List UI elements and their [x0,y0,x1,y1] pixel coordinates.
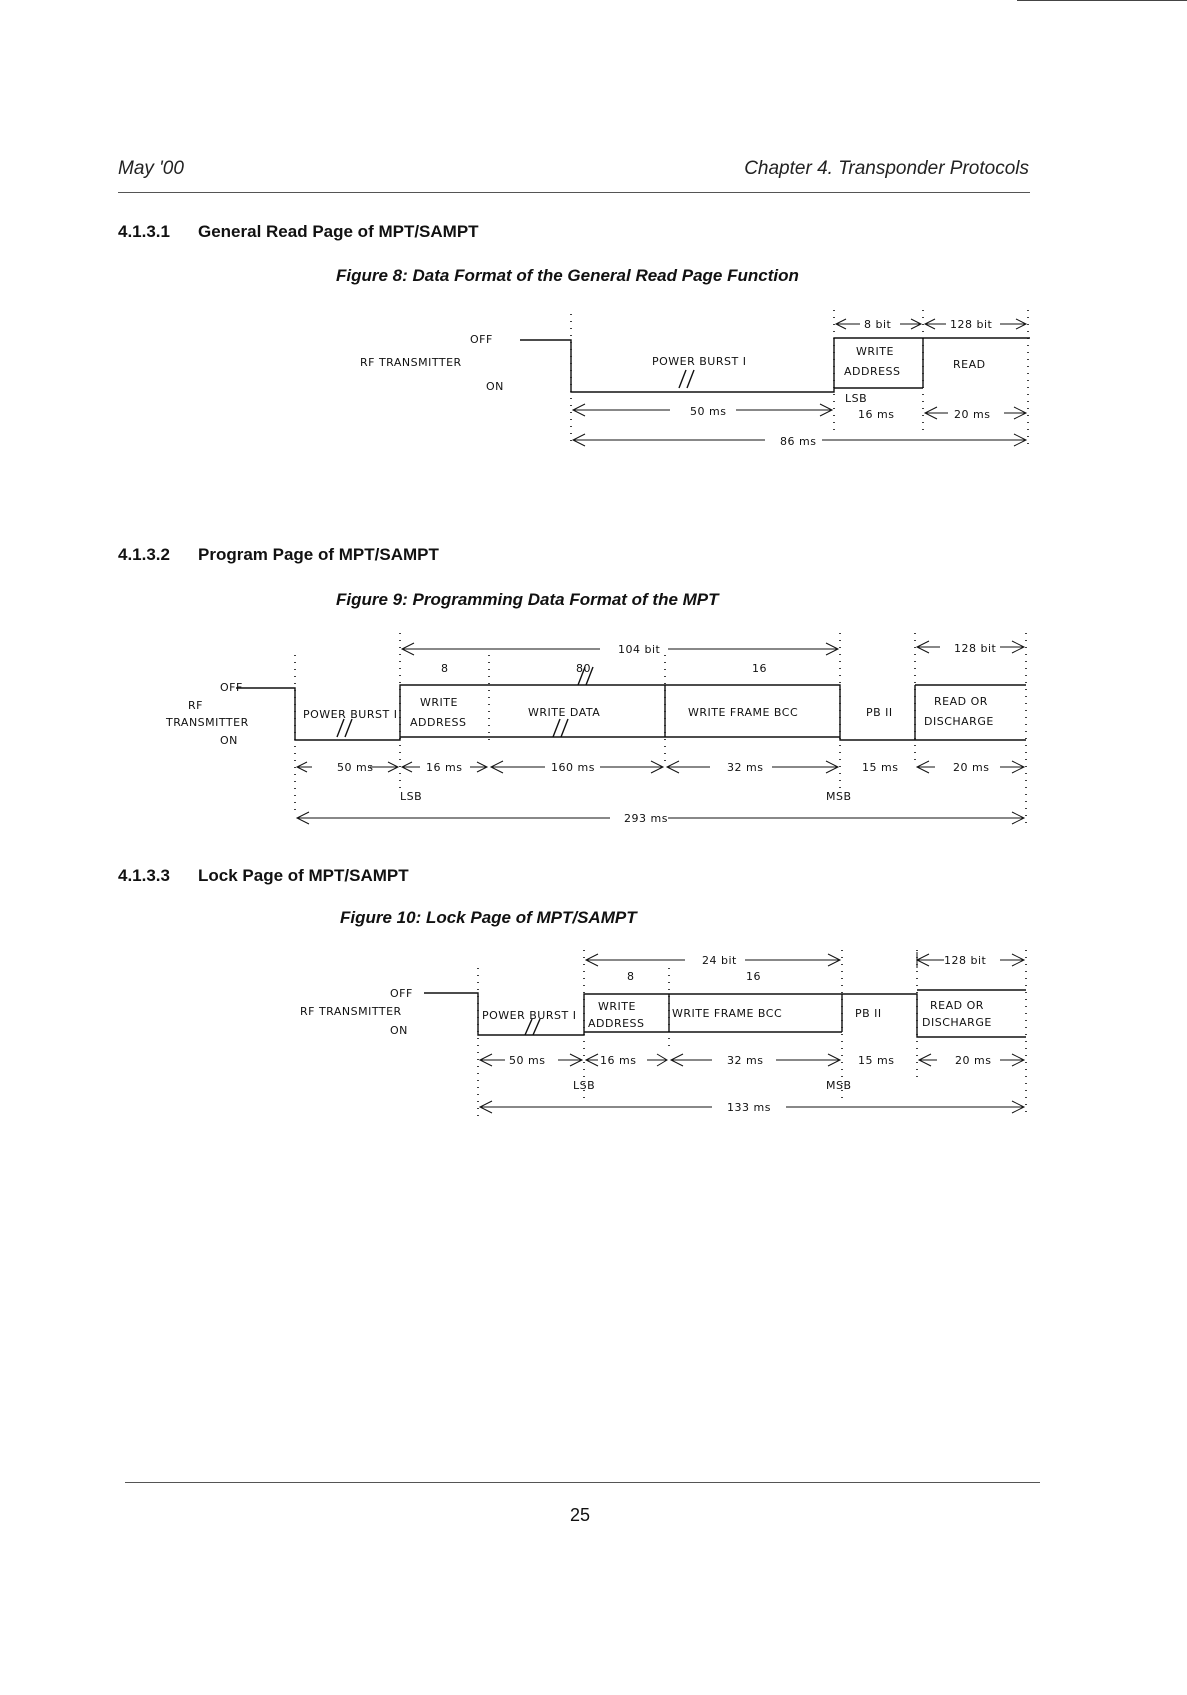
fig10-discharge: DISCHARGE [922,1016,992,1029]
section-number: 4.1.3.2 [118,545,170,564]
fig9-128bit: 128 bit [954,642,997,655]
fig8-50ms: 50 ms [690,405,727,418]
fig8-8bit: 8 bit [864,318,892,331]
section-title: Lock Page of MPT/SAMPT [198,866,409,885]
section-heading-lock-page [118,866,409,886]
fig10-off-label: OFF [390,987,413,1000]
fig9-16: 16 [752,662,767,675]
header-chapter: Chapter 4. Transponder Protocols [744,158,1029,179]
fig9-20ms-arrow-right [1000,761,1024,773]
fig9-16ms: 16 ms [426,761,463,774]
fig9-50ms: 50 ms [337,761,374,774]
fig8-address: ADDRESS [844,365,901,378]
fig8-128bit-arrow-right [1000,319,1026,329]
fig8-rf-transmitter-label: RF TRANSMITTER [360,356,462,369]
fig9-160ms-arrow-right [600,761,663,773]
fig10-24bit: 24 bit [702,954,737,967]
fig10-16ms-arrow-right [647,1054,667,1066]
fig10-write-frame-bcc: WRITE FRAME BCC [672,1007,783,1020]
fig8-8bit-arrow-left [836,319,860,329]
fig9-160ms: 160 ms [551,761,595,774]
fig10-50ms-arrow-right [558,1054,582,1066]
fig10-read-or: READ OR [930,999,984,1012]
fig9-transmitter-label: TRANSMITTER [166,716,249,729]
fig8-20ms-arrow-left [925,407,948,419]
fig10-20ms-arrow-right [1000,1054,1024,1066]
fig9-128bit-arrow-left [917,641,940,653]
fig9-break-mark [337,719,352,737]
fig9-293ms: 293 ms [624,812,668,825]
fig10-16: 16 [746,970,761,983]
fig10-50ms-arrow-left [480,1054,505,1066]
fig8-write: WRITE [856,345,894,358]
fig9-break-mark [553,719,568,737]
figure-9-caption: Figure 9: Programming Data Format of the MPT [336,590,719,609]
fig10-15ms: 15 ms [858,1054,895,1067]
fig9-read-or: READ OR [934,695,988,708]
fig9-32ms-arrow-right [772,761,838,773]
figure-10-diagram [0,940,1187,1130]
fig8-86ms: 86 ms [780,435,817,448]
fig8-50ms-arrow-right [736,404,832,416]
fig9-293ms-arrow-left [297,812,610,824]
fig10-20ms: 20 ms [955,1054,992,1067]
header-rule [118,192,1030,193]
fig8-86ms-arrow-right [822,434,1026,446]
fig9-write: WRITE [420,696,458,709]
figure-8-diagram [0,300,1187,470]
fig10-msb: MSB [826,1079,852,1092]
fig10-50ms: 50 ms [509,1054,546,1067]
fig9-104bit: 104 bit [618,643,661,656]
fig10-133ms-arrow-right [786,1101,1024,1113]
fig9-rf-label: RF [188,699,203,712]
fig8-16ms: 16 ms [858,408,895,421]
fig9-16ms-arrow-left [402,762,420,772]
fig10-rf-transmitter-label: RF TRANSMITTER [300,1005,402,1018]
fig9-address: ADDRESS [410,716,467,729]
fig10-pb2: PB II [855,1007,882,1020]
fig8-20ms-arrow-right [1004,407,1026,419]
fig9-off-label: OFF [220,681,243,694]
fig9-293ms-arrow-right [668,812,1024,824]
fig8-off-label: OFF [470,333,493,346]
fig8-8bit-arrow-right [900,319,921,329]
fig8-break-mark [687,370,694,388]
section-heading-program-page [118,545,439,565]
fig9-write-data: WRITE DATA [528,706,601,719]
section-number: 4.1.3.1 [118,222,170,241]
fig9-160ms-arrow-left [491,761,545,773]
header-date: May '00 [118,158,184,179]
section-title: General Read Page of MPT/SAMPT [198,222,479,241]
fig8-20ms: 20 ms [954,408,991,421]
fig10-32ms-arrow-left [671,1054,712,1066]
fig9-32ms-arrow-left [667,761,710,773]
figure-8-caption: Figure 8: Data Format of the General Read Page Function [336,266,799,285]
fig9-lsb: LSB [400,790,423,803]
fig10-128bit-arrow-right [1000,954,1024,966]
fig10-133ms-arrow-left [480,1101,712,1113]
fig9-15ms: 15 ms [862,761,899,774]
fig10-on-label: ON [390,1024,408,1037]
fig9-16ms-arrow-right [470,762,487,772]
fig9-power-burst: POWER BURST I [303,708,398,721]
fig10-128bit: 128 bit [944,954,987,967]
fig9-write-frame-bcc: WRITE FRAME BCC [688,706,799,719]
fig8-break-mark [679,370,686,388]
fig9-on-label: ON [220,734,238,747]
fig9-50ms-arrow-right [370,762,398,772]
fig8-128bit: 128 bit [950,318,993,331]
fig8-read: READ [953,358,986,371]
fig10-16ms-arrow-left [586,1054,598,1066]
fig9-80: 80 [576,662,591,675]
fig9-128bit-arrow-right [1000,641,1024,653]
footer-rule [125,1482,1040,1483]
fig10-lsb: LSB [573,1079,596,1092]
fig9-50ms-arrow-left [297,762,312,772]
fig8-lsb: LSB [845,392,868,405]
figure-10-caption: Figure 10: Lock Page of MPT/SAMPT [340,908,637,927]
fig9-20ms-arrow-left [917,761,935,773]
figure-9-diagram [0,625,1187,835]
fig9-20ms: 20 ms [953,761,990,774]
fig10-133ms: 133 ms [727,1101,771,1114]
page-number: 25 [569,1505,591,1525]
fig8-86ms-arrow-left [573,434,765,446]
fig8-128bit-arrow-left [925,319,946,329]
fig10-20ms-arrow-left [919,1054,937,1066]
fig10-power-burst: POWER BURST I [482,1009,577,1022]
fig10-write: WRITE [598,1000,636,1013]
section-title: Program Page of MPT/SAMPT [198,545,439,564]
fig8-power-burst: POWER BURST I [652,355,747,368]
fig10-24bit-arrow-right [745,954,840,966]
fig10-128bit-arrow-left [917,952,944,968]
fig9-msb: MSB [826,790,852,803]
fig10-32ms-arrow-right [776,1054,840,1066]
scan-edge-line [1017,0,1187,1]
fig10-32ms: 32 ms [727,1054,764,1067]
fig9-104bit-arrow-left [402,643,600,655]
fig9-32ms: 32 ms [727,761,764,774]
fig9-8: 8 [441,662,449,675]
fig10-16ms: 16 ms [600,1054,637,1067]
fig8-on-label: ON [486,380,504,393]
fig10-8: 8 [627,970,635,983]
fig9-discharge: DISCHARGE [924,715,994,728]
fig10-address: ADDRESS [588,1017,645,1030]
section-heading-general-read [118,222,479,242]
fig10-24bit-arrow-left [586,954,685,966]
section-number: 4.1.3.3 [118,866,170,885]
fig9-104bit-arrow-right [668,643,838,655]
fig9-pb2: PB II [866,706,893,719]
fig8-50ms-arrow-left [573,404,670,416]
